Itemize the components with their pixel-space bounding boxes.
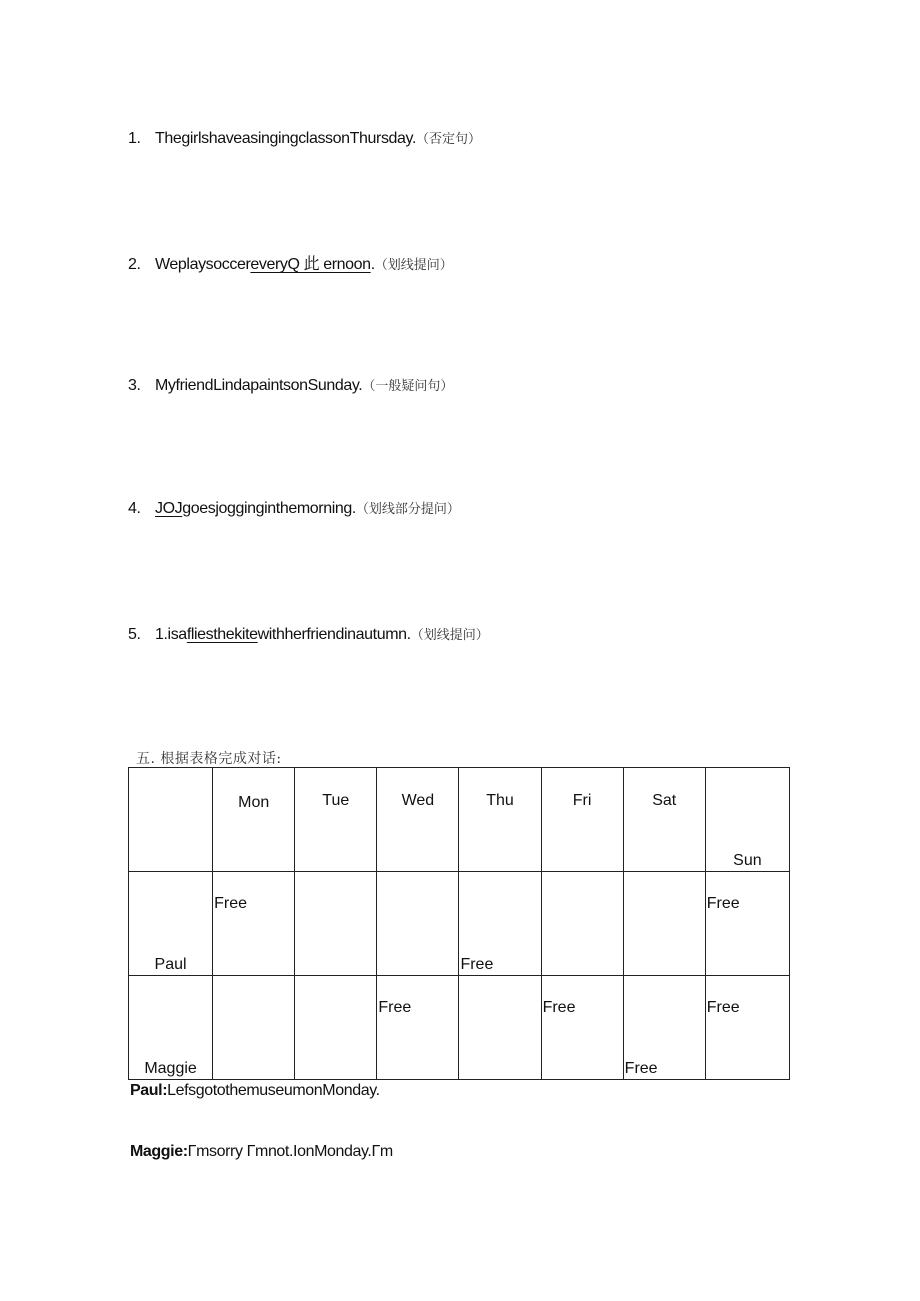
schedule-cell [541, 872, 623, 976]
speaker-label: Paul: [130, 1082, 168, 1099]
schedule-cell [705, 872, 789, 976]
underlined-phrase: fliesthekite [186, 626, 258, 643]
day-header [377, 768, 459, 872]
day-header [541, 768, 623, 872]
day-label: Sun [733, 852, 762, 869]
schedule-cell [541, 976, 623, 1080]
day-label: Tue [322, 792, 350, 809]
table-header-row [129, 768, 790, 872]
question-text-end: Thursday. [349, 130, 417, 147]
question-number: 4. [128, 500, 141, 517]
question-number: 2. [128, 256, 141, 273]
corner-cell [129, 768, 213, 872]
free-label: Free [378, 999, 412, 1016]
dialogue-line-paul [130, 1082, 380, 1100]
schedule-cell [377, 872, 459, 976]
row-name-cell [129, 872, 213, 976]
question-4 [128, 498, 460, 518]
question-hint: （划线提问） [410, 628, 489, 643]
day-label: Mon [238, 794, 270, 811]
person-name: Maggie [144, 1060, 197, 1077]
day-header [213, 768, 295, 872]
day-label: Sat [652, 792, 677, 809]
question-hint: （划线部分提问） [355, 502, 460, 517]
schedule-cell [623, 976, 705, 1080]
question-number: 3. [128, 377, 141, 394]
row-name-cell [129, 976, 213, 1080]
schedule-cell [213, 976, 295, 1080]
question-text: Thegirlshaveasingingclasson [155, 130, 350, 147]
question-text: MyfriendLindapaintsonSunday. [155, 377, 363, 394]
question-number: 5. [128, 626, 141, 643]
question-text: Weplaysoccer [155, 256, 251, 273]
question-1 [128, 128, 481, 148]
schedule-cell [295, 976, 377, 1080]
free-label: Free [460, 956, 494, 973]
question-hint: （划线提问） [374, 258, 453, 273]
free-label: Free [706, 895, 740, 912]
section-title: 五. 根据表格完成对话: [136, 751, 282, 767]
day-header [459, 768, 541, 872]
free-label: Free [214, 895, 248, 912]
schedule-table [128, 767, 790, 1080]
question-5 [128, 624, 489, 644]
dialogue-text: Γmsorry Γmnot.IonMonday.Γm [187, 1143, 393, 1160]
schedule-cell [377, 976, 459, 1080]
free-label: Free [542, 999, 576, 1016]
dialogue-line-maggie [130, 1143, 393, 1161]
table-row [129, 976, 790, 1080]
speaker-label: Maggie: [130, 1143, 188, 1160]
question-2 [128, 251, 453, 274]
free-label: Free [624, 1060, 658, 1077]
question-hint: （否定句） [416, 132, 482, 147]
question-text-end: . [370, 256, 375, 273]
question-number: 1. [128, 130, 141, 147]
day-header [295, 768, 377, 872]
day-label: Fri [572, 792, 592, 809]
schedule-cell [213, 872, 295, 976]
schedule-cell [705, 976, 789, 1080]
table-row [129, 872, 790, 976]
day-label: Thu [486, 792, 514, 809]
underlined-phrase: everyQ 此 ernoon [250, 256, 371, 273]
free-label: Free [706, 999, 740, 1016]
schedule-cell [295, 872, 377, 976]
person-name: Paul [154, 956, 187, 973]
question-3 [128, 375, 453, 395]
day-label: Wed [401, 792, 435, 809]
schedule-cell [623, 872, 705, 976]
question-text-end: withherfriendinautumn. [257, 626, 411, 643]
question-text: 1.isa [155, 626, 187, 643]
dialogue-text: LefsgotothemuseumonMonday. [167, 1082, 380, 1099]
schedule-cell [459, 872, 541, 976]
day-header [705, 768, 789, 872]
underlined-phrase: JOJ [155, 500, 183, 517]
schedule-cell [459, 976, 541, 1080]
question-hint: （一般疑问句） [362, 379, 454, 394]
question-text-end: goesjogginginthemorning. [182, 500, 356, 517]
day-header [623, 768, 705, 872]
